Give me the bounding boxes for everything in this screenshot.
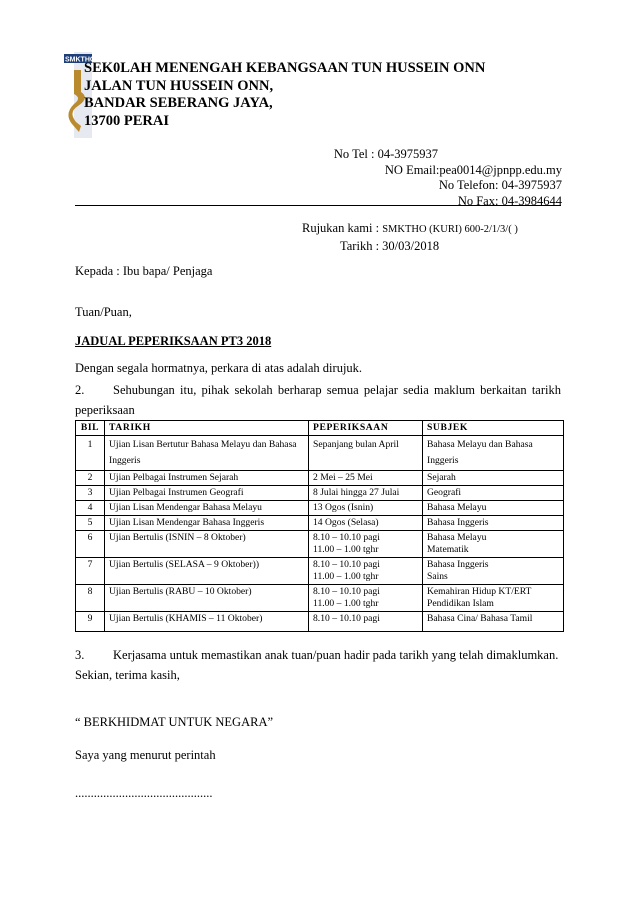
reference-block (302, 220, 518, 255)
cell-subjek: Geografi (423, 486, 564, 501)
subject-1: Bahasa Melayu (427, 532, 487, 543)
subject-2: Sains (427, 571, 448, 582)
cell-tarikh: Ujian Pelbagai Instrumen Sejarah (105, 471, 309, 486)
paragraph-1: Dengan segala hormatnya, perkara di atas adalah dirujuk. (75, 361, 363, 375)
table-row (76, 558, 564, 585)
cell-subjek: Bahasa Cina/ Bahasa Tamil (423, 612, 564, 632)
header-tarikh: TARIKH (105, 421, 309, 436)
cell-peperiksaan: 2 Mei – 25 Mei (309, 471, 423, 486)
letter-title: JADUAL PEPERIKSAAN PT3 2018 (75, 334, 272, 348)
closing-line: Sekian, terima kasih, (75, 668, 180, 682)
school-name: SEK0LAH MENENGAH KEBANGSAAN TUN HUSSEIN ONN (84, 60, 486, 76)
cell-subjek: Sejarah (423, 471, 564, 486)
session-time-1: 8.10 – 10.10 pagi (313, 559, 380, 570)
salutation: Tuan/Puan, (75, 305, 132, 319)
paragraph-2-text: Sehubungan itu, pihak sekolah berharap semua pelajar sedia maklum berkaitan tarikh peperiksaan (75, 383, 561, 417)
cell-tarikh: Ujian Bertulis (KHAMIS – 11 Oktober) (105, 612, 309, 632)
cell-bil: 6 (76, 531, 105, 558)
cell-peperiksaan (309, 558, 423, 585)
cell-bil: 1 (76, 436, 105, 471)
cell-subjek: Bahasa Inggeris (423, 516, 564, 531)
cell-peperiksaan: 14 Ogos (Selasa) (309, 516, 423, 531)
session-time-2: 11.00 – 1.00 tghr (313, 544, 379, 555)
cell-bil: 4 (76, 501, 105, 516)
table-row (76, 501, 564, 516)
paragraph-3 (75, 646, 561, 664)
paragraph-2 (75, 380, 561, 420)
address-line-2: BANDAR SEBERANG JAYA, (84, 95, 273, 111)
cell-peperiksaan (309, 531, 423, 558)
cell-bil: 9 (76, 612, 105, 632)
table-row (76, 471, 564, 486)
subject-1: Kemahiran Hidup KT/ERT (427, 586, 532, 597)
cell-peperiksaan (309, 585, 423, 612)
table-row (76, 612, 564, 632)
contact-email: NO Email:pea0014@jpnpp.edu.my (384, 162, 562, 177)
address-postcode: 13700 PERAI (84, 112, 169, 129)
contact-block (334, 147, 562, 209)
cell-tarikh: Ujian Bertulis (SELASA – 9 Oktober)) (105, 558, 309, 585)
cell-tarikh: Ujian Lisan Mendengar Bahasa Inggeris (105, 516, 309, 531)
header-divider (75, 205, 561, 206)
contact-tel: No Tel : 04-3975937 (333, 147, 438, 161)
subject-2: Matematik (427, 544, 469, 555)
cell-bil: 8 (76, 585, 105, 612)
paragraph-2-number: 2. (75, 383, 85, 397)
paragraph-3-text: Kerjasama untuk memastikan anak tuan/puan hadir pada tarikh yang telah dimaklumkan. (113, 648, 559, 662)
address-line-1: JALAN TUN HUSSEIN ONN, (84, 77, 274, 94)
cell-bil: 3 (76, 486, 105, 501)
cell-subjek: Bahasa Melayu (423, 501, 564, 516)
cell-peperiksaan: Sepanjang bulan April (309, 436, 423, 471)
paragraph-3-number: 3. (75, 648, 85, 662)
header-peperiksaan: PEPERIKSAAN (309, 421, 423, 436)
session-time-1: 8.10 – 10.10 pagi (313, 532, 380, 543)
subject-1: Bahasa Inggeris (427, 559, 489, 570)
table-row (76, 531, 564, 558)
motto: “ BERKHIDMAT UNTUK NEGARA” (75, 715, 274, 729)
signature-line: ............................................ (75, 786, 213, 800)
tarikh-line: Tarikh : 30/03/2018 (340, 239, 440, 253)
session-time-2: 11.00 – 1.00 tghr (313, 598, 379, 609)
cell-subjek (423, 531, 564, 558)
header-subjek: SUBJEK (423, 421, 564, 436)
table-header-row (76, 421, 564, 436)
recipient: Kepada : Ibu bapa/ Penjaga (75, 264, 213, 278)
session-time-1: 8.10 – 10.10 pagi (313, 586, 380, 597)
cell-tarikh: Ujian Lisan Bertutur Bahasa Melayu dan Bahasa Inggeris (105, 436, 309, 471)
cell-tarikh: Ujian Bertulis (ISNIN – 8 Oktober) (105, 531, 309, 558)
table-row (76, 585, 564, 612)
cell-bil: 2 (76, 471, 105, 486)
table-row (76, 486, 564, 501)
order-line: Saya yang menurut perintah (75, 748, 216, 762)
cell-bil: 7 (76, 558, 105, 585)
cell-subjek (423, 585, 564, 612)
logo-text: SMKTHO (65, 56, 96, 64)
cell-tarikh: Ujian Pelbagai Instrumen Geografi (105, 486, 309, 501)
cell-peperiksaan: 13 Ogos (Isnin) (309, 501, 423, 516)
session-time-2: 11.00 – 1.00 tghr (313, 571, 379, 582)
cell-subjek: Bahasa Melayu dan Bahasa Inggeris (423, 436, 564, 471)
cell-bil: 5 (76, 516, 105, 531)
table-row (76, 436, 564, 471)
cell-tarikh: Ujian Lisan Mendengar Bahasa Melayu (105, 501, 309, 516)
rujukan-code: SMKTHO (KURI) 600-2/1/3/( ) (382, 224, 518, 235)
exam-schedule-table (75, 420, 564, 632)
letterhead (84, 60, 485, 130)
cell-peperiksaan: 8.10 – 10.10 pagi (309, 612, 423, 632)
cell-tarikh: Ujian Bertulis (RABU – 10 Oktober) (105, 585, 309, 612)
cell-peperiksaan: 8 Julai hingga 27 Julai (309, 486, 423, 501)
rujukan-label: Rujukan kami : (302, 221, 383, 235)
contact-telefon: No Telefon: 04-3975937 (438, 178, 562, 192)
subject-2: Pendidikan Islam (427, 598, 494, 609)
cell-subjek (423, 558, 564, 585)
table-row (76, 516, 564, 531)
contact-fax: No Fax: 04-3984644 (457, 193, 562, 208)
header-bil: BIL (76, 421, 105, 436)
